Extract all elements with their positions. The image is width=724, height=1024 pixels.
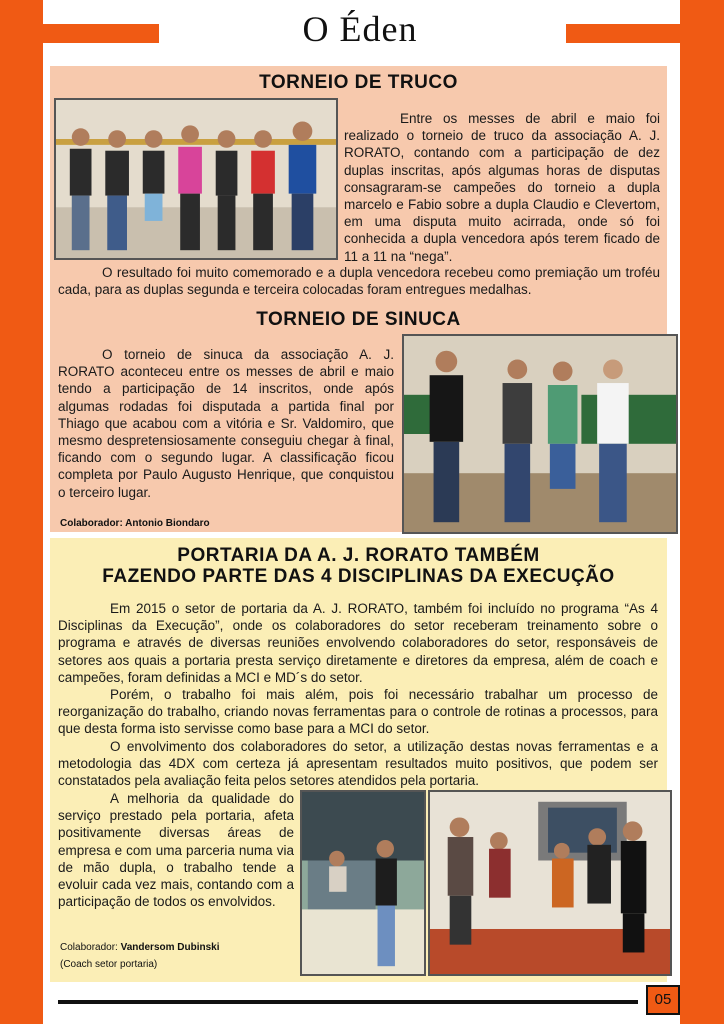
collaborator-role: (Coach setor portaria) bbox=[60, 959, 158, 970]
truco-team-photo bbox=[54, 98, 338, 260]
portaria-collaborator bbox=[60, 942, 220, 953]
portaria-gate-photo bbox=[300, 790, 426, 976]
truco-paragraph-1: Entre os messes de abril e maio foi realizado o torneio de truco da associação A. J. RORATO, contando com a participação de dez duplas inscritas, após algumas horas de disputas consagraram-se campeões do torneio a dupla marcelo e Fabio sobre a dupla Claudio e Clevertom, em uma disputa muito acirrada, onde só foi conhecida a dupla vencedora após terem ficado de 11 a 11 na “nega”. bbox=[344, 111, 660, 264]
portaria-heading-line-1: PORTARIA DA A. J. RORATO TAMBÉM bbox=[177, 545, 540, 566]
portaria-heading bbox=[50, 545, 667, 587]
portaria-team-photo bbox=[428, 790, 672, 976]
collaborator-name: Vandersom Dubinski bbox=[120, 942, 220, 953]
truco-heading: TORNEIO DE TRUCO bbox=[259, 72, 458, 93]
collaborator-prefix: Colaborador: bbox=[60, 942, 121, 953]
sinuca-collaborator: Colaborador: Antonio Biondaro bbox=[60, 518, 210, 529]
portaria-paragraph-1: Em 2015 o setor de portaria da A. J. RORATO, também foi incluído no programa “As 4 Disciplinas da Execução”, onde os colaboradores do setor receberam treinamento sobre o programa e através de diversas reuniões envolvendo colaboradores do setor, responsáveis de setores aos quais a portaria presta serviço diretamente e diretores da empresa, além de coach e campeões, foram definidas a MCI e MD´s do setor. bbox=[58, 601, 658, 685]
portaria-paragraph-2: Porém, o trabalho foi mais além, pois foi necessário trabalhar um processo de reorganização do trabalho, criando novas ferramentas para o controle de rotinas a processos, para que desta forma isto servisse como base para a MCI do setor. bbox=[58, 687, 658, 737]
truco-paragraph-2: O resultado foi muito comemorado e a dupla vencedora recebeu como premiação um troféu cada, para as duplas segunda e terceira colocadas foram entregues medalhas. bbox=[58, 265, 660, 298]
sinuca-heading: TORNEIO DE SINUCA bbox=[256, 309, 461, 330]
header-rule-right bbox=[566, 24, 680, 43]
sinuca-paragraph: O torneio de sinuca da associação A. J. RORATO aconteceu entre os messes de abril e maio tendo a participação de 14 inscritos, onde após algumas rodadas foi disputada a partida final por Thiago que acabou com a vitória e Sr. Valdomiro, que mesmo despretensiosamente conseguiu chegar à final, ficando com o segundo lugar. A classificação ficou completa por Paulo Augusto Henrique, que conquistou o terceiro lugar. bbox=[58, 347, 394, 500]
sinuca-winners-photo bbox=[402, 334, 678, 534]
magazine-title: O Éden bbox=[302, 9, 418, 49]
portaria-paragraph-3: O envolvimento dos colaboradores do setor, a utilização destas novas ferramentas e a metodologia das 4DX com certeza já apresentam resultados muito positivos, que podem ser constatados pela avaliação feita pelos setores atendidos pela portaria. bbox=[58, 739, 658, 789]
portaria-paragraph-4: A melhoria da qualidade do serviço prestado pela portaria, afeta positivamente diversas áreas de empresa e com uma parceria numa via de mão dupla, o trabalho tende a evoluir cada vez mais, contando com a participação de todos os envolvidos. bbox=[58, 791, 294, 910]
footer-rule bbox=[58, 1000, 638, 1004]
header-rule-left bbox=[43, 24, 159, 43]
page-number: 05 bbox=[646, 985, 680, 1015]
portaria-heading-line-2: FAZENDO PARTE DAS 4 DISCIPLINAS DA EXECUÇÃO bbox=[102, 566, 615, 587]
